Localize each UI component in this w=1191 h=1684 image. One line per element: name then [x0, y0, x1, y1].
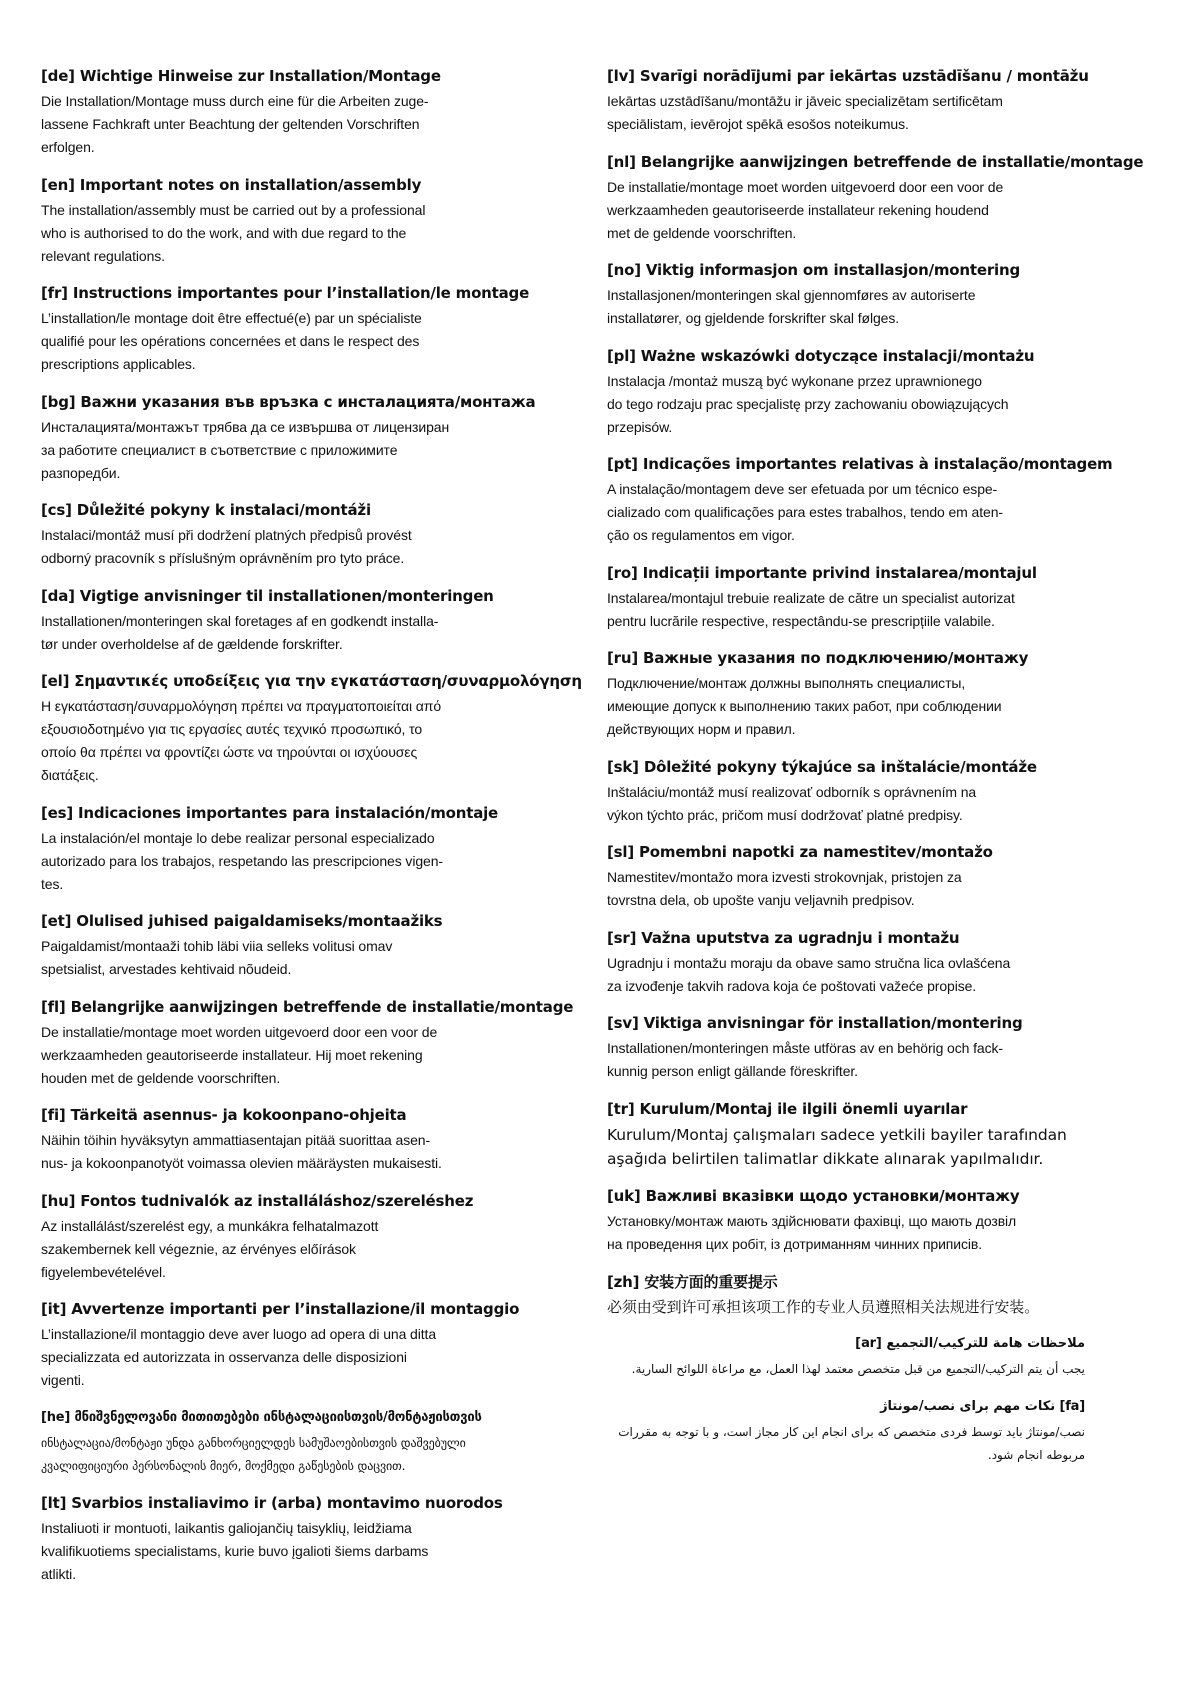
section-it: [41, 1299, 541, 1392]
section-body: Paigaldamist/montaaži tohib läbi viia selleks volitusi omav spetsialist, arvestades kehtivaid nõudeid.: [41, 938, 393, 977]
section-heading: ملاحظات هامة للتركيب/التجميع [ar]: [855, 1336, 1085, 1351]
section-body: ინსტალაცია/მონტაჟი უნდა განხორციელდეს სამუშაოებისთვის დაშვებული კვალიფიციური პერსონალის მიერ, მოქმედი გაწესების დაცვით.: [41, 1435, 466, 1473]
section-tr: [607, 1099, 1085, 1171]
section-sr: [607, 928, 1085, 998]
section-heading: [cs] Důležité pokyny k instalaci/montáži: [41, 501, 371, 519]
section-heading: [fa] نکات مهم برای نصب/مونتاژ: [880, 1398, 1085, 1414]
section-heading: [no] Viktig informasjon om installasjon/montering: [607, 261, 1020, 279]
section-body: The installation/assembly must be carried out by a professional who is authorised to do the work, and with due regard to the relevant regulations.: [41, 201, 426, 264]
section-body: Namestitev/montažo mora izvesti strokovnjak, pristojen za tovrstna dela, ob upošte vanju veljavnih predpisov.: [607, 869, 962, 908]
section-body: Instalaci/montáž musí při dodržení platných předpisů provést odborný pracovník s příslušným oprávněním pro tyto práce.: [41, 527, 412, 566]
section-heading: [et] Olulised juhised paigaldamiseks/montaažiks: [41, 912, 443, 930]
section-uk: [607, 1186, 1085, 1256]
section-no: [607, 260, 1085, 330]
section-bg: [41, 392, 541, 485]
section-body: Iekārtas uzstādīšanu/montāžu ir jāveic specializētam sertificētam speciālistam, ievērojot spēkā esošos noteikumus.: [607, 93, 1003, 132]
section-body: Instalarea/montajul trebuie realizate de către un specialist autorizat pentru lucrările respective, respectându-se prescripțiile valabile.: [607, 589, 1015, 629]
section-cs: [41, 500, 541, 570]
section-da: [41, 586, 541, 656]
section-body: De installatie/montage moet worden uitgevoerd door een voor de werkzaamheden geautoriseerde installateur rekening houdend met de geldende voorschriften.: [607, 178, 1004, 241]
section-heading: [es] Indicaciones importantes para instalación/montaje: [41, 803, 499, 822]
section-heading: [de] Wichtige Hinweise zur Installation/Montage: [41, 67, 441, 85]
section-body: Az installálást/szerelést egy, a munkákra felhatalmazott szakembernek kell végeznie, az érvényes előírások figyelembevételével.: [41, 1217, 379, 1280]
section-body: A instalação/montagem deve ser efetuada por um técnico espe- cializado com qualificações para estes trabalhos, tendo em aten- ção os regulamentos em vigor.: [607, 481, 1003, 543]
section-sk: [607, 757, 1085, 827]
section-lt: [41, 1493, 541, 1586]
section-body: Η εγκατάσταση/συναρμολόγηση πρέπει να πραγματοποιείται από εξουσιοδοτημένο για τις εργασίες αυτές τεχνικό προσωπικό, το οποίο θα πρέπει να φροντίζει ώστε να τηρούνται οι ισχύουσες διατάξεις.: [41, 698, 442, 783]
section-heading: [sl] Pomembni napotki za namestitev/montažo: [607, 843, 993, 861]
section-heading: [sr] Važna uputstva za ugradnju i montažu: [607, 928, 960, 947]
section-fr: [41, 283, 541, 376]
section-heading: [lv] Svarīgi norādījumi par iekārtas uzstādīšanu / montāžu: [607, 67, 1089, 85]
section-body: Die Installation/Montage muss durch eine für die Arbeiten zuge- lassene Fachkraft unter Beachtung der geltenden Vorschriften erfolgen.: [41, 93, 429, 155]
section-heading: [pl] Ważne wskazówki dotyczące instalacji/montażu: [607, 346, 1035, 365]
section-body: Installationen/monteringen skal foretages af en godkendt installa- tør under overholdelse af de gældende forskrifter.: [41, 612, 439, 652]
section-heading: [nl] Belangrijke aanwijzingen betreffende de installatie/montage: [607, 152, 1144, 171]
section-body: Instaliuoti ir montuoti, laikantis galiojančių taisyklių, leidžiama kvalifikuotiems specialistams, kurie buvo įgalioti šiems darbams atlikti.: [41, 1520, 429, 1582]
section-body: De installatie/montage moet worden uitgevoerd door een voor de werkzaamheden geautoriseerde installateur. Hij moet rekening houden met de geldende voorschriften.: [41, 1023, 438, 1086]
section-heading: [uk] Важливі вказівки щодо установки/монтажу: [607, 1187, 1020, 1205]
section-ar: [607, 1334, 1085, 1381]
section-heading: [ro] Indicații importante privind instalarea/montajul: [607, 563, 1037, 582]
section-heading: [en] Important notes on installation/assembly: [41, 175, 422, 194]
section-el: [41, 671, 582, 787]
section-heading: [zh] 安装方面的重要提示: [607, 1272, 778, 1291]
section-heading: [sv] Viktiga anvisningar för installation/montering: [607, 1014, 1023, 1032]
section-body: La instalación/el montaje lo debe realizar personal especializado autorizado para los trabajos, respetando las prescripciones vigen- tes.: [41, 829, 443, 892]
section-body: Ugradnju i montažu moraju da obave samo stručna lica ovlašćena za izvođenje takvih radova koja će poštovati važeće propise.: [607, 954, 1011, 994]
section-lv: [607, 66, 1089, 136]
section-heading: [fr] Instructions importantes pour l’installation/le montage: [41, 284, 530, 302]
section-heading: [tr] Kurulum/Montaj ile ilgili önemli uyarılar: [607, 1099, 968, 1118]
right-column: [607, 66, 1144, 1482]
section-heading: [fl] Belangrijke aanwijzingen betreffende de installatie/montage: [41, 997, 574, 1016]
section-body: L’installazione/il montaggio deve aver luogo ad opera di una ditta specializzata ed autorizzata in osservanza delle disposizioni vigenti.: [41, 1326, 437, 1388]
section-fl: [41, 997, 574, 1090]
section-pl: [607, 346, 1085, 439]
section-body: Установку/монтаж мають здійснювати фахівці, що мають дозвіл на проведення цих робіт, із дотриманням чинних приписів.: [607, 1213, 1017, 1252]
section-body: Installationen/monteringen måste utföras av en behörig och fack- kunnig person enligt gällande föreskrifter.: [607, 1040, 1003, 1079]
section-body: يجب أن يتم التركيب/التجميع من قبل متخصص معتمد لهذا العمل، مع مراعاة اللوائح السارية.: [631, 1362, 1085, 1376]
section-body: Инсталацията/монтажът трябва да се извършва от лицензиран за работите специалист в съответствие с приложимите разпоредби.: [41, 418, 450, 481]
section-de: [41, 66, 541, 159]
section-heading: [it] Avvertenze importanti per l’installazione/il montaggio: [41, 1300, 520, 1318]
section-ru: [607, 648, 1085, 741]
section-heading: [he] მნიშვნელოვანი მითითებები ინსტალაციისთვის/მონტაჟისთვის: [41, 1409, 482, 1425]
section-zh: [607, 1272, 1085, 1319]
section-body: نصب/مونتاژ باید توسط فردی متخصص که برای انجام این کار مجاز است، و با توجه به مقررات مربوطه انجام شود.: [618, 1424, 1085, 1462]
section-body: 必须由受到许可承担该项工作的专业人员遵照相关法规进行安装。: [607, 1297, 1040, 1316]
section-nl: [607, 152, 1144, 245]
section-et: [41, 911, 541, 981]
section-heading: [fi] Tärkeitä asennus- ja kokoonpano-ohjeita: [41, 1106, 407, 1124]
section-he: [41, 1408, 541, 1478]
section-body: Подключение/монтаж должны выполнять специалисты, имеющие допуск к выполнению таких работ, при соблюдении действующих норм и правил.: [607, 675, 1002, 737]
section-hu: [41, 1191, 541, 1284]
section-sv: [607, 1013, 1085, 1083]
section-es: [41, 803, 541, 896]
section-heading: [pt] Indicações importantes relativas à instalação/montagem: [607, 455, 1113, 473]
section-body: Instalacja /montaż muszą być wykonane przez uprawnionego do tego rodzaju prac specjalistę przy zachowaniu obowiązujących przepisów.: [607, 372, 1009, 435]
section-pt: [607, 454, 1113, 547]
section-en: [41, 175, 541, 268]
section-sl: [607, 842, 1085, 912]
section-body: Kurulum/Montaj çalışmaları sadece yetkili bayiler tarafından aşağıda belirtilen talimatlar dikkate alınarak yapılmalıdır.: [607, 1125, 1067, 1168]
left-column: [41, 66, 582, 1602]
section-body: Näihin töihin hyväksytyn ammattiasentajan pitää suorittaa asen- nus- ja kokoonpanotyöt voimassa olevien määräysten mukaisesti.: [41, 1132, 442, 1171]
section-heading: [da] Vigtige anvisninger til installationen/monteringen: [41, 586, 494, 605]
section-heading: [hu] Fontos tudnivalók az installáláshoz/szereléshez: [41, 1191, 474, 1210]
section-body: Installasjonen/monteringen skal gjennomføres av autoriserte installatører, og gjeldende forskrifter skal følges.: [607, 287, 976, 326]
section-fa: [607, 1397, 1085, 1467]
section-fi: [41, 1105, 541, 1175]
section-heading: [ru] Важные указания по подключению/монтажу: [607, 649, 1029, 667]
section-ro: [607, 563, 1085, 633]
section-heading: [bg] Важни указания във връзка с инсталацията/монтажа: [41, 392, 536, 411]
section-heading: [lt] Svarbios instaliavimo ir (arba) montavimo nuorodos: [41, 1494, 503, 1512]
section-body: L’installation/le montage doit être effectué(e) par un spécialiste qualifié pour les opérations concernées et dans le respect des prescriptions applicables.: [41, 310, 422, 372]
section-heading: [sk] Dôležité pokyny týkajúce sa inštalácie/montáže: [607, 757, 1037, 776]
section-body: Inštaláciu/montáž musí realizovať odborník s oprávnením na výkon týchto prác, pričom musí dodržovať platné predpisy.: [607, 783, 977, 823]
section-heading: [el] Σημαντικές υποδείξεις για την εγκατάσταση/συναρμολόγηση: [41, 672, 582, 690]
